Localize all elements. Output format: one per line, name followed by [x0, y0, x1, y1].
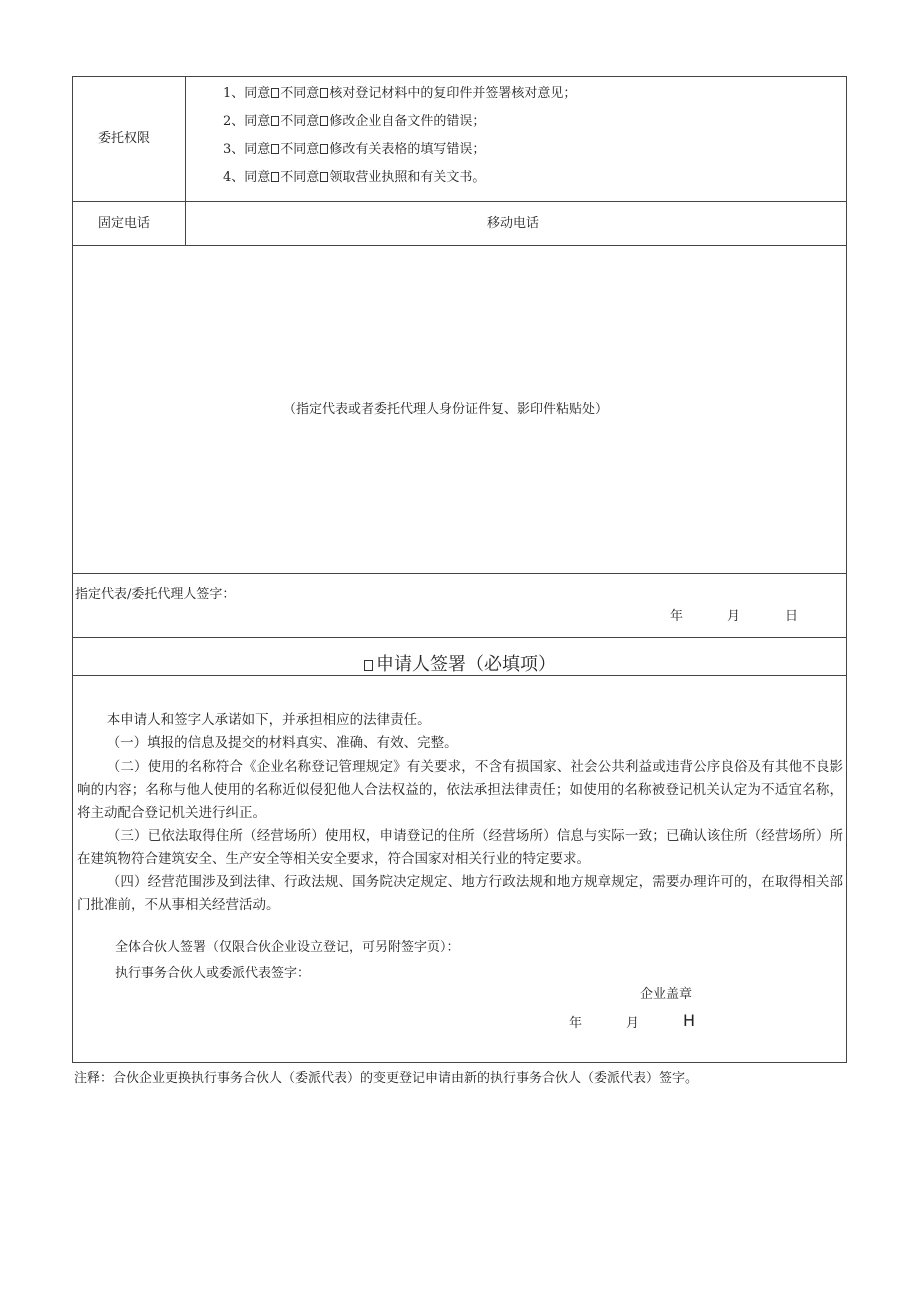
partners-sign-label: 全体合伙人签署（仅限合伙企业设立登记，可另附签字页）：: [115, 940, 460, 955]
applicant-checkbox[interactable]: [364, 660, 373, 671]
applicant-section-title: 申请人签署（必填项）: [73, 653, 846, 677]
pledge-4: （四）经营范围涉及到法律、行政法规、国务院决定规定、地方行政法规和地方规章规定，需要办理许可的，在取得相关部门批准前，不从事相关经营活动。: [77, 874, 843, 913]
fixed-phone-label: 固定电话: [98, 216, 151, 231]
row-divider: [73, 245, 846, 246]
pledge-1: （一）填报的信息及提交的材料真实、准确、有效、完整。: [106, 735, 458, 751]
applicant-sign-month: 月: [626, 1016, 640, 1031]
delegation-item-3: 3、同意 不同意 修改有关表格的填写错误；: [223, 142, 486, 157]
disagree-checkbox[interactable]: [320, 144, 328, 154]
exec-sign-label: 执行事务合伙人或委派代表签字：: [115, 966, 311, 981]
row-divider: [73, 637, 846, 638]
applicant-sign-day: H: [683, 1011, 696, 1030]
delegation-item-4: 4、同意 不同意 领取营业执照和有关文书。: [223, 170, 486, 185]
rep-sign-year: 年: [670, 609, 684, 624]
applicant-sign-year: 年: [569, 1016, 583, 1031]
agree-checkbox[interactable]: [271, 172, 279, 182]
pledge-2: （二）使用的名称符合《企业名称登记管理规定》有关要求，不含有损国家、社会公共利益或违背公序良俗及有其他不良影响的内容；名称与他人使用的名称近似侵犯他人合法权益的，依法承担法律责任；如使用的名称被登记机关认定为不适宜名称，将主动配合登记机关进行纠正。: [77, 759, 843, 821]
disagree-checkbox[interactable]: [320, 172, 328, 182]
delegation-item-1: 1、同意 不同意 核对登记材料中的复印件并签署核对意见；: [223, 86, 577, 101]
column-divider: [185, 77, 186, 245]
row-divider: [73, 573, 846, 574]
delegation-item-2: 2、同意 不同意 修改企业自备文件的错误；: [223, 114, 486, 129]
company-seal-label: 企业盖章: [640, 987, 693, 1002]
pledge-3: （三）已依法取得住所（经营场所）使用权，申请登记的住所（经营场所）信息与实际一致；已确认该住所（经营场所）所在建筑物符合建筑安全、生产安全等相关安全要求，符合国家对相关行业的特定要求。: [77, 828, 843, 867]
pledge-intro: 本申请人和签字人承诺如下，并承担相应的法律责任。: [106, 712, 431, 728]
agree-checkbox[interactable]: [271, 144, 279, 154]
id-copy-placeholder: （指定代表或者委托代理人身份证件复、影印件粘贴处）: [283, 402, 609, 417]
mobile-phone-label: 移动电话: [487, 216, 540, 231]
delegation-label: 委托权限: [98, 131, 151, 146]
row-divider: [73, 201, 846, 202]
rep-sign-day: 日: [785, 609, 799, 624]
agree-checkbox[interactable]: [271, 88, 279, 98]
rep-sign-label: 指定代表/委托代理人签字：: [75, 587, 236, 602]
disagree-checkbox[interactable]: [320, 116, 328, 126]
agree-checkbox[interactable]: [271, 116, 279, 126]
footnote: 注释：合伙企业更换执行事务合伙人（委派代表）的变更登记申请由新的执行事务合伙人（委派代表）签字。: [74, 1071, 699, 1086]
disagree-checkbox[interactable]: [320, 88, 328, 98]
registration-form-table: [72, 76, 847, 1063]
rep-sign-month: 月: [727, 609, 741, 624]
